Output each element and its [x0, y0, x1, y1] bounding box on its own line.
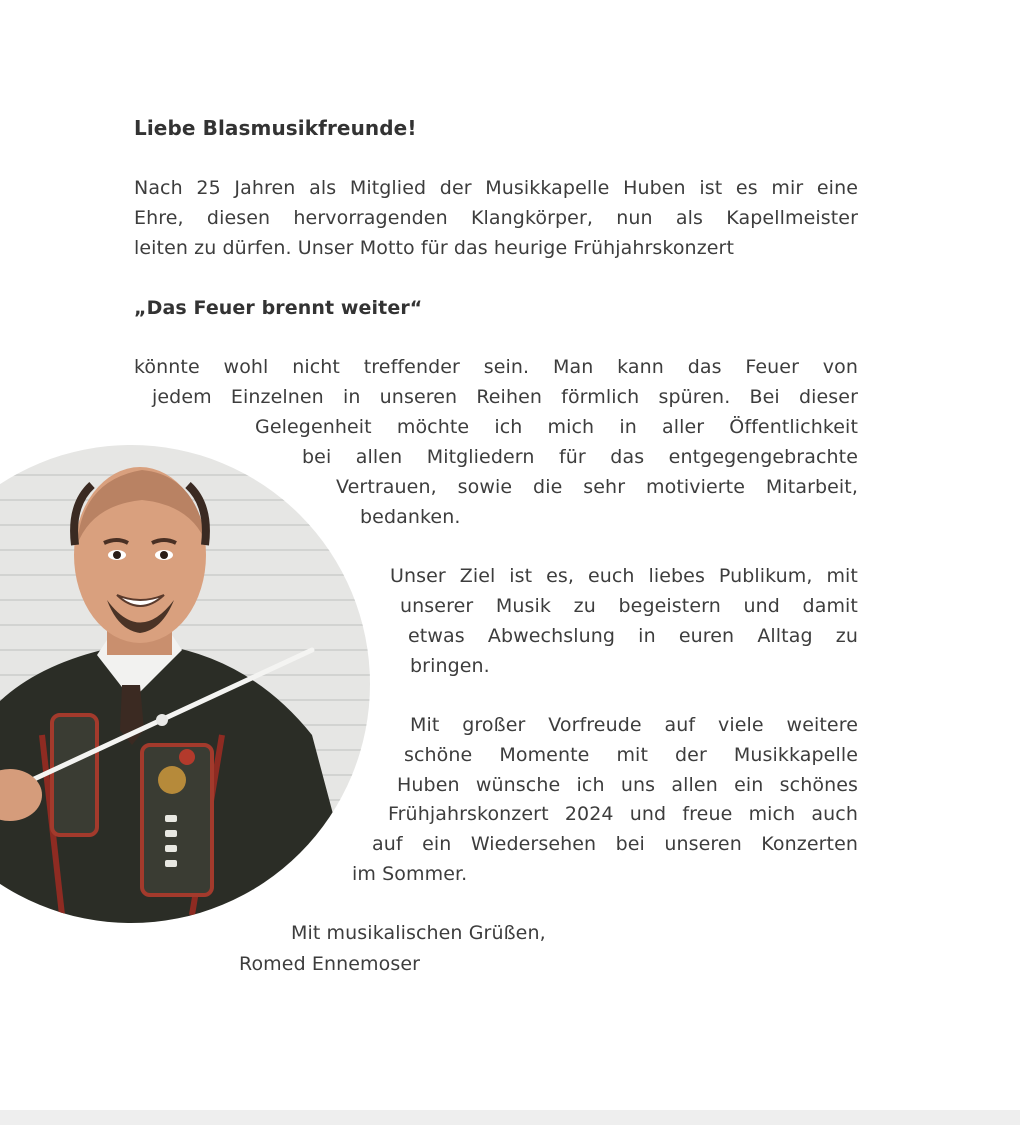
paragraph-line: jedem Einzelnen in unseren Reihen förmlich spüren. Bei dieser: [152, 386, 858, 408]
paragraph-line: Gelegenheit möchte ich mich in aller Öffentlichkeit: [255, 416, 858, 438]
intro-line: leiten zu dürfen. Unser Motto für das heurige Frühjahrskonzert: [134, 237, 735, 259]
paragraph-line: unserer Musik zu begeistern und damit: [400, 595, 858, 617]
paragraph-line: Mit großer Vorfreude auf viele weitere: [410, 714, 858, 736]
paragraph-line: Unser Ziel ist es, euch liebes Publikum, mit: [390, 565, 858, 587]
paragraph-line: Huben wünsche ich uns allen ein schönes: [397, 774, 858, 796]
paragraph-line: auf ein Wiedersehen bei unseren Konzerten: [372, 833, 858, 855]
footer-band: [0, 1110, 1020, 1125]
paragraph-line: im Sommer.: [352, 863, 468, 885]
paragraph-line: bringen.: [410, 655, 490, 677]
intro-line: Nach 25 Jahren als Mitglied der Musikkapelle Huben ist es mir eine: [134, 177, 858, 199]
paragraph-line: Frühjahrskonzert 2024 und freue mich auch: [388, 803, 858, 825]
paragraph-line: könnte wohl nicht treffender sein. Man kann das Feuer von: [134, 356, 858, 378]
conductor-photo: [0, 445, 370, 923]
paragraph-line: schöne Momente mit der Musikkapelle: [404, 744, 858, 766]
paragraph-line: etwas Abwechslung in euren Alltag zu: [408, 625, 858, 647]
motto-text: „Das Feuer brennt weiter“: [134, 297, 423, 319]
signature-name: Romed Ennemoser: [239, 953, 421, 975]
paragraph-line: bedanken.: [360, 506, 461, 528]
intro-line: Ehre, diesen hervorragenden Klangkörper, nun als Kapellmeister: [134, 207, 858, 229]
conductor-portrait-icon: [0, 445, 370, 923]
paragraph-line: bei allen Mitgliedern für das entgegengebrachte: [302, 446, 858, 468]
greeting-heading: Liebe Blasmusikfreunde!: [134, 116, 417, 140]
closing-text: Mit musikalischen Grüßen,: [291, 922, 546, 944]
paragraph-line: Vertrauen, sowie die sehr motivierte Mitarbeit,: [336, 476, 858, 498]
